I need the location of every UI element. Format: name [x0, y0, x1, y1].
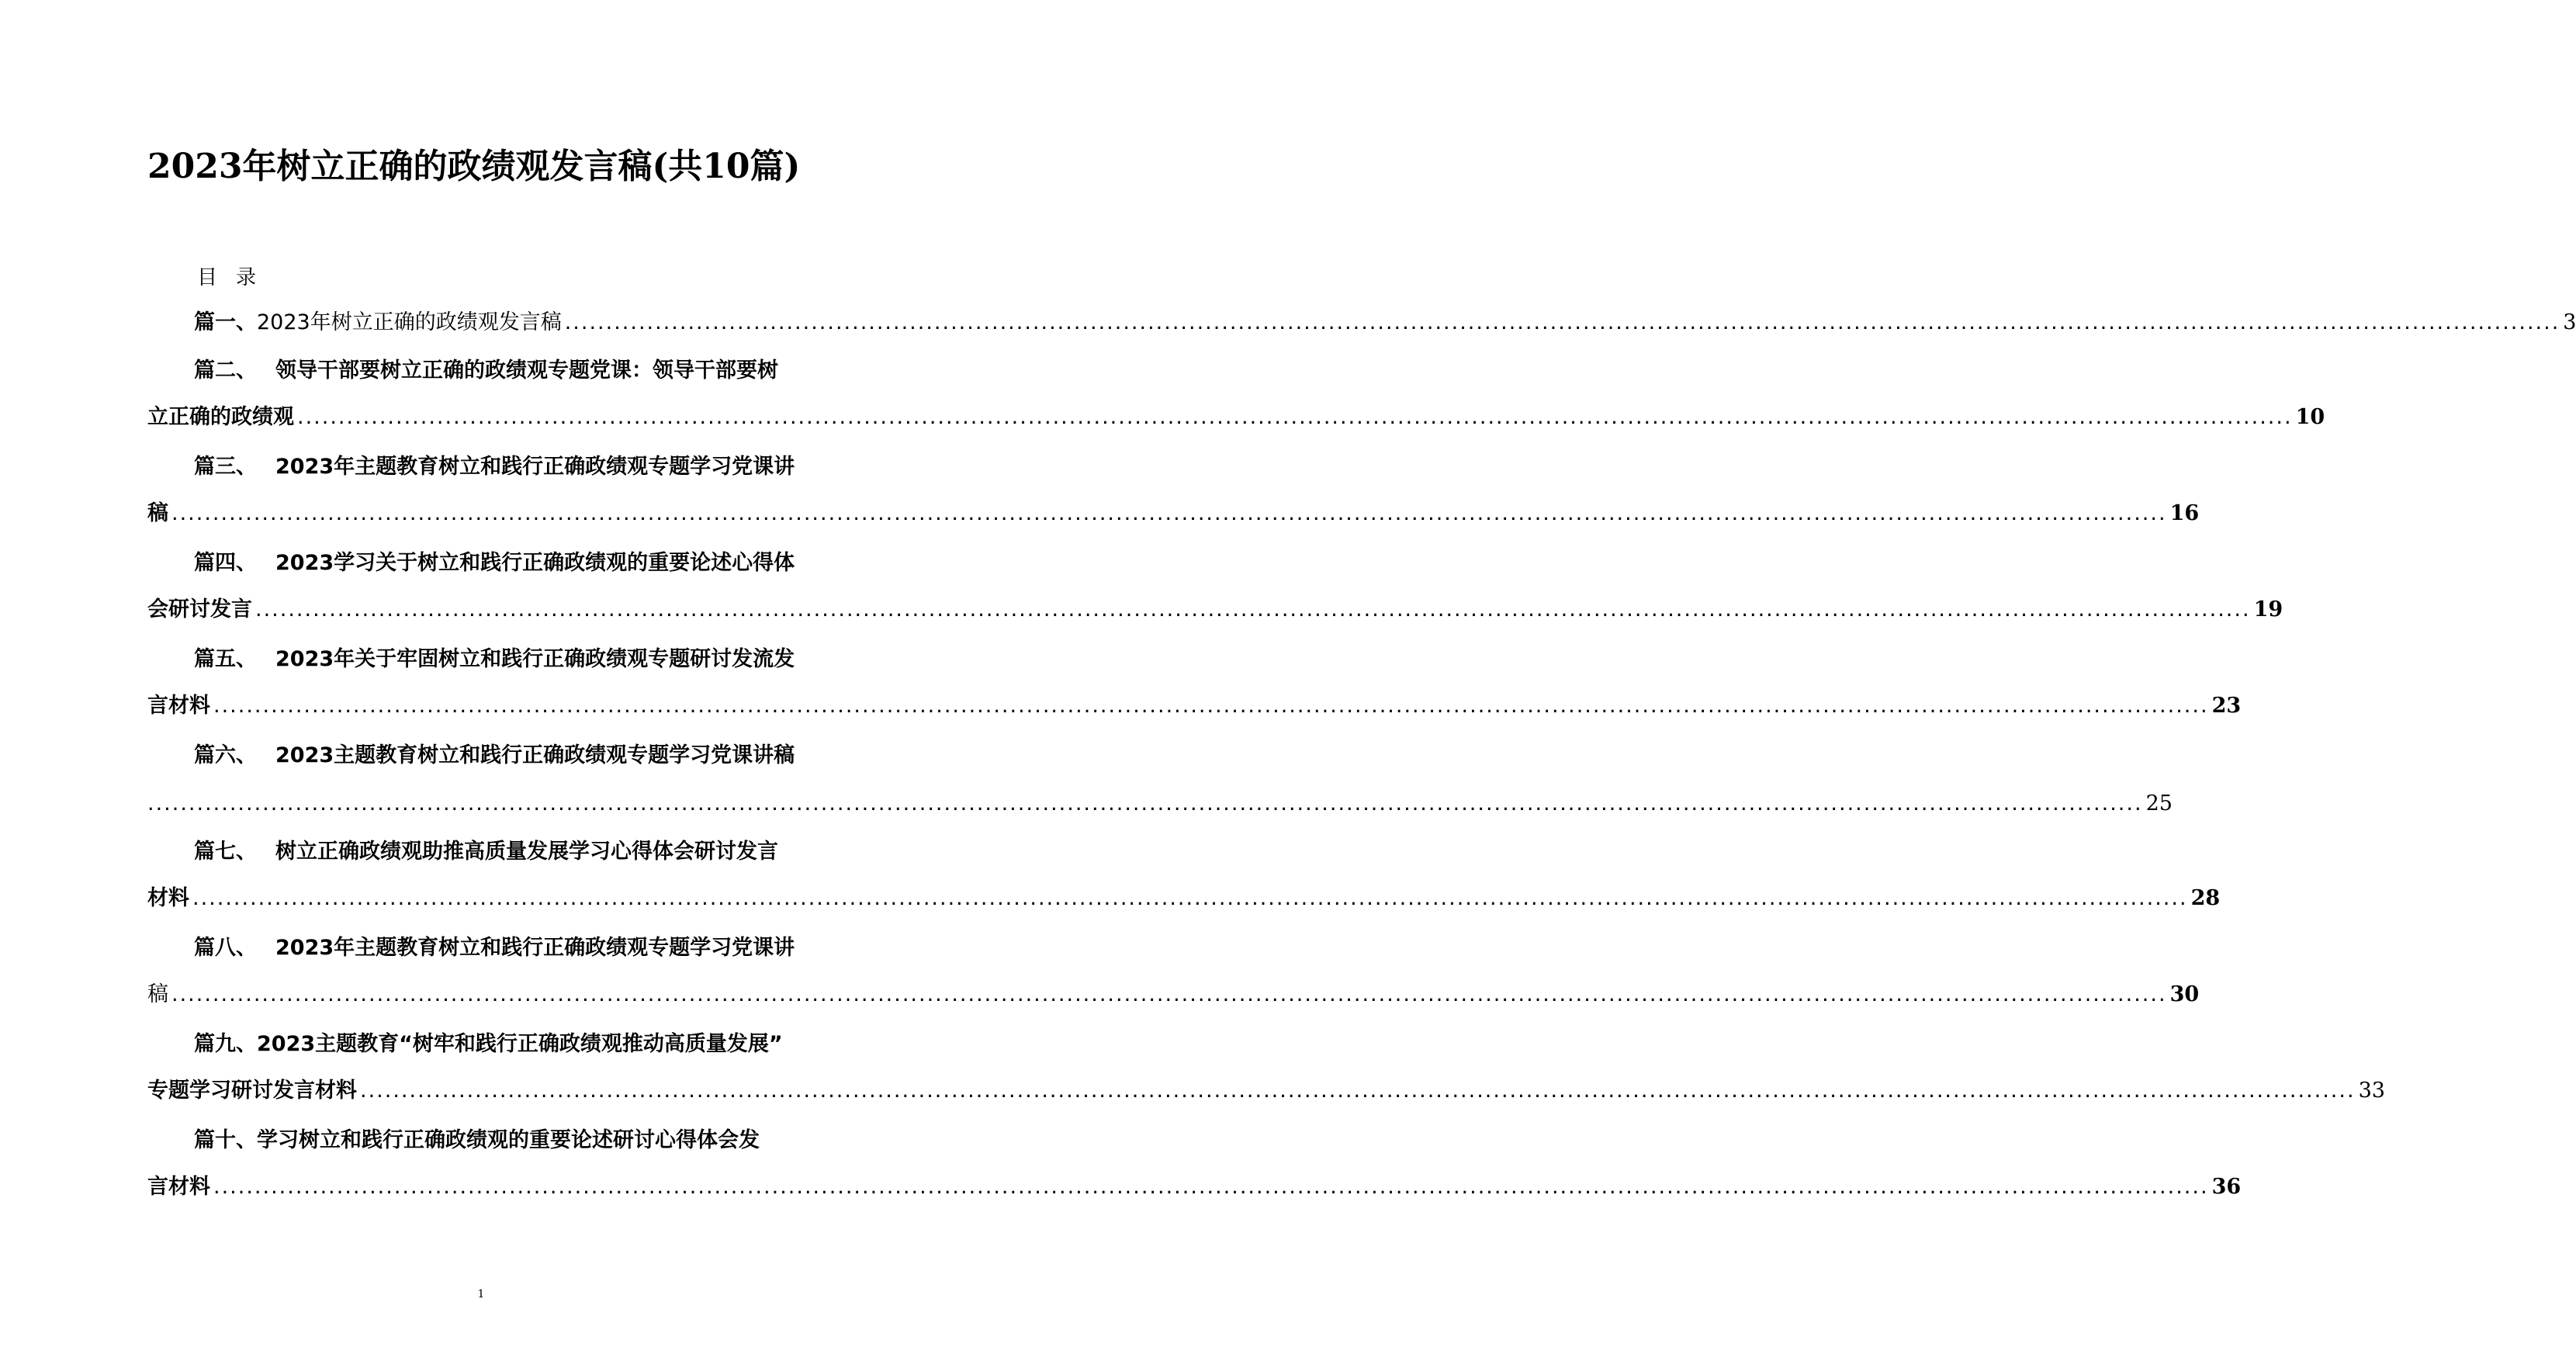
toc-entry-2[interactable]	[147, 348, 2325, 441]
toc-entry-title-cont: 稿	[147, 982, 168, 1006]
toc-leader	[213, 1164, 2209, 1210]
toc-entry-title-cont: 稿	[147, 501, 168, 525]
toc-entry-1[interactable]	[147, 300, 2576, 346]
toc-entry-title: 2023年主题教育树立和践行正确政绩观专题学习党课讲	[275, 455, 795, 479]
toc-entry-title-cont: 言材料	[147, 1175, 210, 1199]
toc-entry-title: 2023学习关于树立和践行正确政绩观的重要论述心得体	[275, 551, 795, 575]
toc-entry-5[interactable]	[147, 636, 2242, 729]
toc-entry-label: 篇四、	[194, 551, 257, 575]
toc-entry-page: 30	[2169, 982, 2200, 1006]
toc-leader	[213, 683, 2209, 729]
toc-entry-label: 篇七、	[194, 840, 257, 864]
toc-entry-page: 28	[2190, 886, 2221, 910]
toc-entry-title: 树立正确政绩观助推高质量发展学习心得体会研讨发言	[275, 840, 778, 864]
toc-entry-4[interactable]	[147, 540, 2283, 633]
toc-leader	[171, 490, 2167, 537]
toc-entry-title-cont: 言材料	[147, 694, 210, 718]
toc-entry-page: 16	[2169, 501, 2200, 525]
toc-entry-9[interactable]	[147, 1021, 2385, 1114]
toc-entry-title: 2023主题教育树立和践行正确政绩观专题学习党课讲稿	[275, 743, 795, 767]
toc-entry-page: 25	[2145, 791, 2173, 816]
toc-entry-title-cont: 专题学习研讨发言材料	[147, 1079, 357, 1103]
toc-entry-title-cont: 立正确的政绩观	[147, 405, 294, 429]
toc-entry-label: 篇九、	[194, 1032, 257, 1056]
toc-entry-page: 19	[2253, 597, 2283, 622]
toc-entry-6[interactable]	[147, 732, 2173, 829]
toc-leader	[192, 875, 2188, 922]
toc-entry-label: 篇十、	[194, 1128, 257, 1152]
page-number: 1	[477, 1288, 485, 1300]
toc-leader	[297, 394, 2293, 441]
toc-entry-title: 领导干部要树立正确的政绩观专题党课：领导干部要树	[275, 358, 778, 383]
toc-entry-label: 篇三、	[194, 455, 257, 479]
toc-entry-page: 33	[2358, 1079, 2385, 1103]
toc-entry-label: 篇五、	[194, 647, 257, 671]
toc-entry-10[interactable]	[147, 1117, 2242, 1210]
toc-entry-title-cont: 材料	[147, 886, 189, 910]
toc-entry-label: 篇六、	[194, 743, 257, 767]
toc-entry-8[interactable]	[147, 925, 2200, 1018]
toc-entry-page: 10	[2295, 405, 2325, 429]
toc-leader	[171, 971, 2167, 1018]
toc-leader	[255, 587, 2251, 633]
toc-leader	[147, 779, 2143, 829]
toc-entry-title: 2023年关于牢固树立和践行正确政绩观专题研讨发流发	[275, 647, 795, 671]
toc-entry-page: 36	[2211, 1175, 2242, 1199]
toc-entry-label: 篇一、	[194, 310, 257, 334]
toc-entry-7[interactable]	[147, 829, 2221, 922]
toc-entry-page: 3	[2563, 310, 2576, 334]
toc-entry-page: 23	[2211, 694, 2242, 718]
toc-entry-title: 2023年主题教育树立和践行正确政绩观专题学习党课讲	[275, 936, 795, 960]
toc-leader	[360, 1068, 2356, 1114]
toc-leader	[565, 300, 2560, 346]
document-title: 2023年树立正确的政绩观发言稿(共10篇)	[147, 147, 801, 186]
toc-entry-label: 篇二、	[194, 358, 257, 383]
toc-entry-title-cont: 会研讨发言	[147, 597, 252, 622]
toc-entry-3[interactable]	[147, 444, 2200, 537]
toc-entry-title: 2023主题教育“树牢和践行正确政绩观推动高质量发展”	[257, 1032, 783, 1056]
toc-entry-title: 学习树立和践行正确政绩观的重要论述研讨心得体会发	[257, 1128, 760, 1152]
toc-entry-label: 篇八、	[194, 936, 257, 960]
toc-heading: 目录	[197, 266, 275, 289]
toc-entry-title: 2023年树立正确的政绩观发言稿	[257, 310, 562, 334]
